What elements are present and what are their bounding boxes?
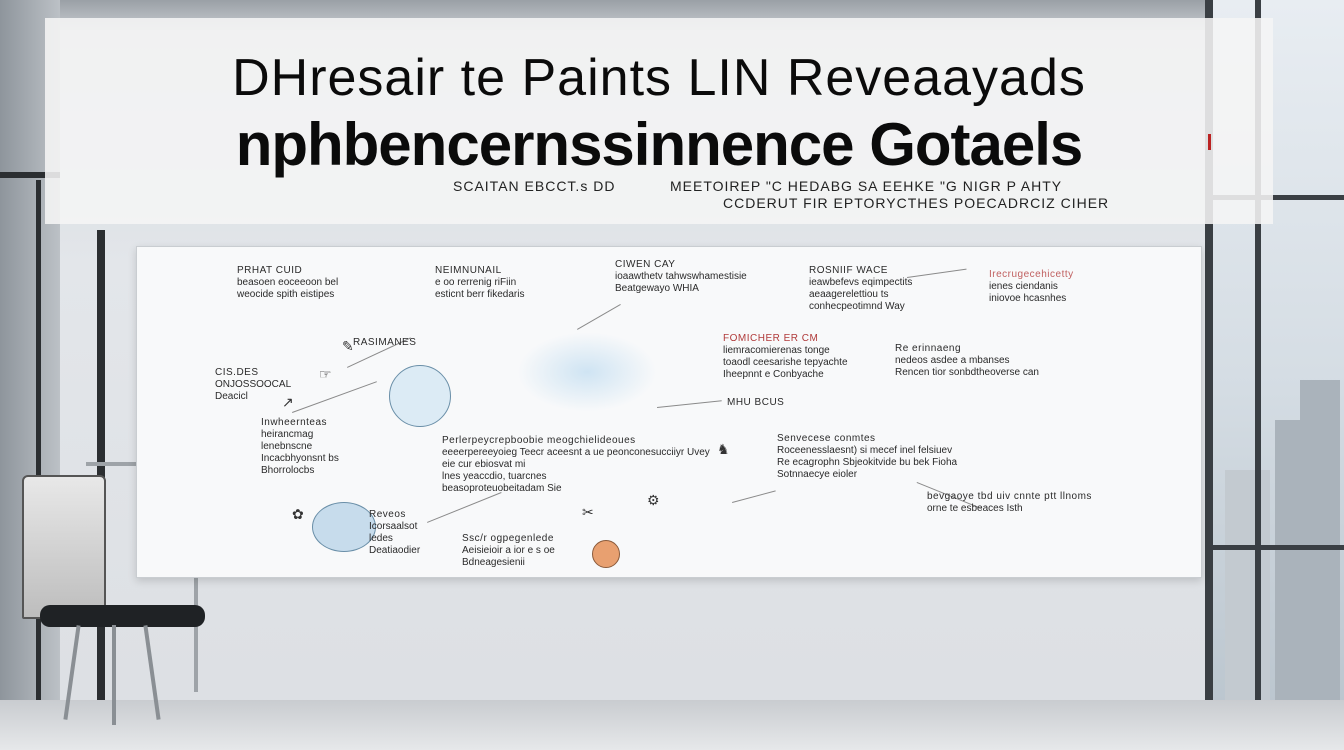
blue-highlight	[517, 332, 657, 412]
note-line: Aeisieioir a ior e s oe	[462, 545, 555, 556]
connector-line	[657, 400, 722, 408]
note-line: Rencen tior sonbdtheoverse can	[895, 367, 1039, 378]
note-line: Deatiaodier	[369, 545, 421, 556]
board-note	[809, 265, 912, 313]
window-frame	[1205, 545, 1344, 550]
note-line: liemracomierenas tonge	[723, 345, 830, 356]
note-line: nedeos asdee a mbanses	[895, 355, 1010, 366]
connector-line	[907, 269, 967, 278]
note-line: toaodl ceesarishe tepyachte	[723, 357, 848, 368]
figure-icon: ✿	[292, 506, 304, 522]
pen-icon: ✎	[342, 338, 354, 354]
note-line: ioaawthetv tahwswhamestisie	[615, 271, 747, 282]
city-building	[1225, 470, 1270, 720]
note-heading: NEIMNUNAIL	[435, 265, 502, 276]
wall-pole	[36, 180, 41, 700]
note-heading: Inwheernteas	[261, 417, 328, 428]
note-line: Re ecagrophn Sbjeokitvide bu bek Fioha	[777, 457, 958, 468]
note-heading: Ssc/r ogpegenlede	[462, 533, 554, 544]
note-heading: Re erinnaeng	[895, 343, 962, 354]
note-line: esticnt berr fikedaris	[435, 289, 525, 300]
note-line: iniovoe hcasnhes	[989, 293, 1067, 304]
note-line: ledes	[369, 533, 393, 544]
connector-line	[732, 490, 776, 503]
note-line: Bhorrolocbs	[261, 465, 315, 476]
board-note	[353, 337, 416, 349]
note-line: ienes ciendanis	[989, 281, 1058, 292]
board-note	[727, 397, 784, 409]
tools-icon: ✂	[582, 504, 594, 520]
note-line: weocide spith eistipes	[237, 289, 335, 300]
board-note	[462, 533, 555, 569]
board-note	[237, 265, 338, 301]
note-line: Beatgewayo WHIA	[615, 283, 699, 294]
board-note	[435, 265, 524, 301]
note-line: Icorsaalsot	[369, 521, 418, 532]
note-heading: FOMICHER ER CM	[723, 333, 819, 344]
note-line: e oo rerrenig riFiin	[435, 277, 517, 288]
tagline-right-line-2: CCDERUT FIR EPTORYCTHES POECADRCIZ CIHER	[723, 195, 1110, 211]
note-line: heirancmag	[261, 429, 314, 440]
tagline-right-line-1: MEETOIREP "C HEDABG SA EEHKE "G NIGR P AHTY	[670, 178, 1063, 194]
note-heading: Irecrugecehicetty	[989, 269, 1074, 280]
note-line: conhecpeotimnd Way	[809, 301, 905, 312]
note-heading: MHU BCUS	[727, 397, 785, 408]
note-heading: CIWEN CAY	[615, 259, 676, 270]
note-heading: Senvecese conmtes	[777, 433, 876, 444]
board-note	[215, 367, 291, 403]
note-heading: PRHAT CUID	[237, 265, 303, 276]
person-icon: ♞	[717, 441, 730, 457]
title-banner	[45, 18, 1273, 224]
note-line: orne te esbeaces Isth	[927, 503, 1023, 514]
note-line: beasoen eoceeoon bel	[237, 277, 339, 288]
note-line: Sotnnaecye eioler	[777, 469, 858, 480]
note-line: ONJOSSOOCAL	[215, 379, 292, 390]
connector-line	[577, 304, 621, 330]
chair-seat	[40, 605, 205, 627]
note-heading: Reveos	[369, 509, 406, 520]
whiteboard	[136, 246, 1202, 578]
board-note	[615, 259, 747, 295]
red-accent-mark	[1208, 134, 1211, 150]
note-line: Incacbhyonsnt bs	[261, 453, 339, 464]
hand-icon: ☞	[319, 366, 332, 382]
note-line: Iheepnnt e Conbyache	[723, 369, 824, 380]
board-note	[261, 417, 339, 477]
gear-icon: ⚙	[647, 492, 660, 508]
headline-line-1: DHresair te Paints LIN Reveaayads	[232, 49, 1086, 107]
note-line: ieawbefevs eqimpectits	[809, 277, 913, 288]
note-heading: bevgaoye tbd uiv cnnte ptt llnoms	[927, 491, 1092, 502]
note-heading: RASIMANES	[353, 337, 417, 348]
board-note	[927, 491, 1092, 515]
blue-circle-diagram	[389, 365, 451, 427]
note-heading: CIS.DES	[215, 367, 259, 378]
note-line: lnes yeaccdio, tuarcnes	[442, 471, 547, 482]
note-line: eeeerpereeyoieg Teecr aceesnt a ue peonconesucciiyr Uvey	[442, 447, 710, 458]
note-line: Roceenesslaesnt) si mecef inel felsiuev	[777, 445, 953, 456]
city-building	[1300, 380, 1340, 720]
board-note	[777, 433, 957, 481]
note-line: lenebnscne	[261, 441, 313, 452]
note-line: eie cur ebiosvat mi	[442, 459, 526, 470]
chair-back	[22, 475, 106, 619]
tagline-left: SCAITAN EBCCT.s DD	[453, 178, 616, 194]
board-note	[369, 509, 420, 557]
headline-line-2: nphbencernssinnence Gotaels	[235, 111, 1083, 178]
pointer-icon: ↗	[282, 394, 294, 410]
board-note	[723, 333, 848, 381]
note-heading: Perlerpeycrepboobie meogchielideoues	[442, 435, 636, 446]
orange-circle	[592, 540, 620, 568]
note-line: Bdneagesienii	[462, 557, 525, 568]
connector-line	[292, 381, 377, 413]
note-heading: ROSNIIF WACE	[809, 265, 888, 276]
board-note	[989, 269, 1074, 305]
blue-circle-diagram	[312, 502, 376, 552]
floor	[0, 700, 1344, 750]
board-note	[442, 435, 710, 495]
note-line: aeaagerelettiou ts	[809, 289, 889, 300]
note-line: Deacicl	[215, 391, 248, 402]
chair-leg	[112, 625, 116, 725]
note-line: beasoproteuobeitadam Sie	[442, 483, 562, 494]
connector-line	[427, 492, 502, 523]
board-note	[895, 343, 1039, 379]
